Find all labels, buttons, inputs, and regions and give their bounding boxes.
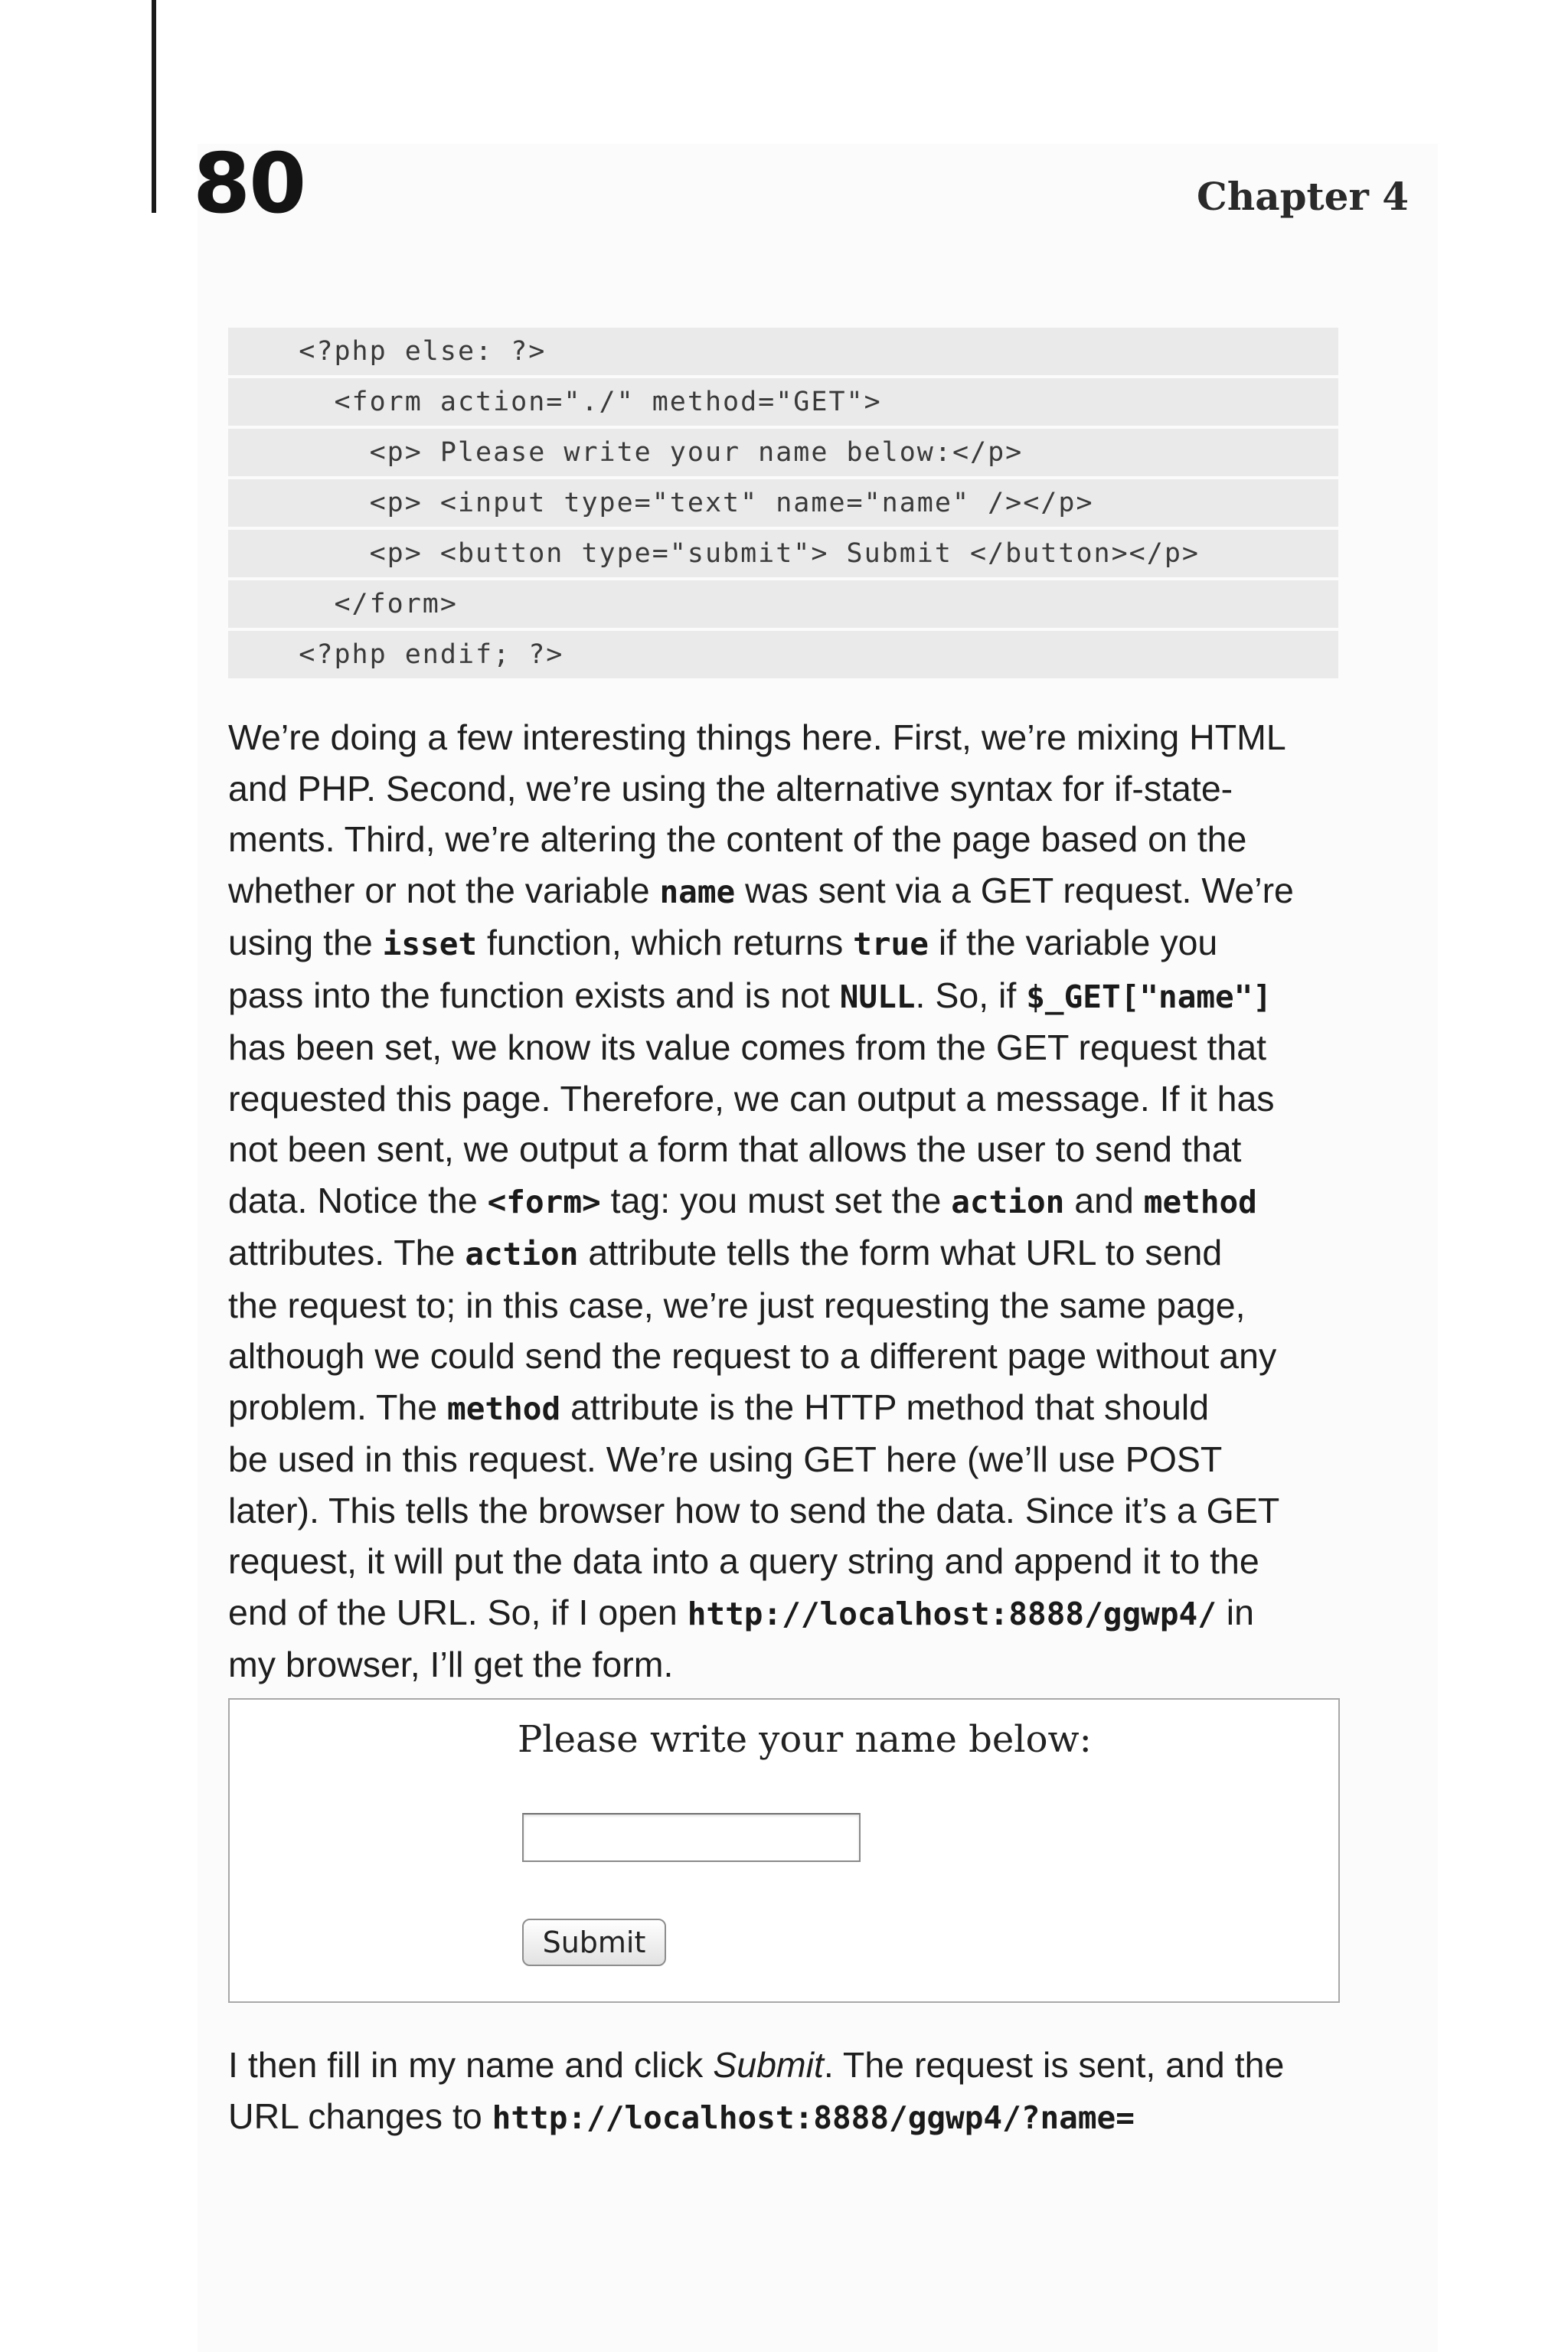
code-line: <p> Please write your name below:</p> <box>228 429 1338 476</box>
inline-code: true <box>853 926 929 962</box>
text-line: be used in this request. We’re using GET here (we’ll use POST <box>228 1439 1223 1479</box>
code-line: <p> <button type="submit"> Submit </button></p> <box>228 530 1338 577</box>
inline-code: action <box>951 1183 1065 1220</box>
text-line: my browser, I’ll get the form. <box>228 1645 674 1684</box>
inline-code: action <box>465 1236 579 1272</box>
inline-code: <form> <box>487 1183 601 1220</box>
inline-code: isset <box>382 926 478 962</box>
header-rule <box>152 0 156 213</box>
code-block <box>228 328 1338 681</box>
inline-code: http://localhost:8888/ggwp4/?name= <box>492 2099 1135 2136</box>
text-line: data. Notice the <form> tag: you must set the action and method <box>228 1180 1257 1220</box>
code-line: <?php else: ?> <box>228 328 1338 375</box>
text-line: I then fill in my name and click Submit. The request is sent, and the <box>228 2045 1285 2085</box>
text-line: although we could send the request to a different page without any <box>228 1336 1277 1376</box>
text-line: the request to; in this case, we’re just requesting the same page, <box>228 1285 1246 1325</box>
text-line: request, it will put the data into a query string and append it to the <box>228 1541 1259 1581</box>
text-line: later). This tells the browser how to send the data. Since it’s a GET <box>228 1490 1280 1530</box>
code-line: <form action="./" method="GET"> <box>228 378 1338 426</box>
body-paragraph <box>228 2040 1354 2143</box>
body-paragraph <box>228 712 1354 1690</box>
text-line: has been set, we know its value comes from the GET request that <box>228 1027 1267 1067</box>
text-line: problem. The method attribute is the HTTP method that should <box>228 1387 1210 1427</box>
chapter-title: Chapter 4 <box>1197 174 1409 219</box>
emphasis-text: Submit <box>713 2045 824 2085</box>
form-screenshot <box>228 1698 1340 2003</box>
inline-code: name <box>659 873 736 910</box>
text-line: end of the URL. So, if I open http://localhost:8888/ggwp4/ in <box>228 1592 1254 1632</box>
text-line: ments. Third, we’re altering the content of the page based on the <box>228 819 1247 859</box>
text-line: and PHP. Second, we’re using the alternative syntax for if-state- <box>228 768 1233 808</box>
text-line: URL changes to http://localhost:8888/ggwp4/?name= <box>228 2096 1135 2136</box>
text-line: We’re doing a few interesting things here. First, we’re mixing HTML <box>228 717 1286 757</box>
text-line: using the isset function, which returns true if the variable you <box>228 923 1218 962</box>
code-line: <?php endif; ?> <box>228 631 1338 678</box>
page-number: 80 <box>193 136 305 232</box>
inline-code: method <box>447 1390 561 1427</box>
inline-code: http://localhost:8888/ggwp4/ <box>687 1595 1217 1632</box>
text-line: requested this page. Therefore, we can output a message. If it has <box>228 1078 1275 1119</box>
inline-code: NULL <box>839 978 916 1015</box>
code-line: </form> <box>228 580 1338 628</box>
text-line: attributes. The action attribute tells the form what URL to send <box>228 1233 1223 1272</box>
code-line: <p> <input type="text" name="name" /></p> <box>228 479 1338 527</box>
inline-code: method <box>1143 1183 1257 1220</box>
inline-code: $_GET["name"] <box>1026 978 1272 1015</box>
name-input[interactable] <box>522 1813 861 1862</box>
text-line: not been sent, we output a form that allows the user to send that <box>228 1129 1242 1169</box>
text-line: whether or not the variable name was sent via a GET request. We’re <box>228 870 1294 910</box>
submit-button[interactable]: Submit <box>522 1919 666 1966</box>
form-prompt-label: Please write your name below: <box>518 1718 1092 1761</box>
text-line: pass into the function exists and is not NULL. So, if $_GET["name"] <box>228 975 1272 1015</box>
